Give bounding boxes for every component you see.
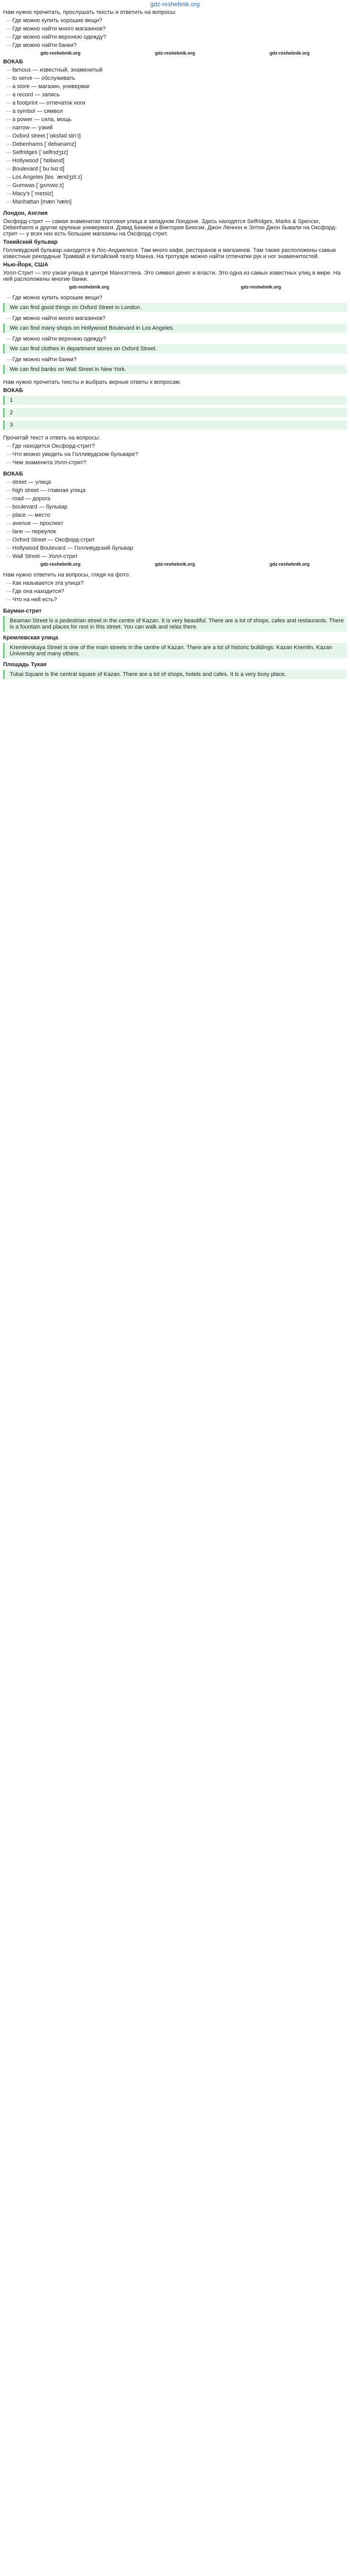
- answer-question: — Где можно купить хорошие вещи?: [3, 295, 347, 301]
- vocab-item: — Oxford street [ˈɒksfəd striːt]: [3, 133, 347, 139]
- text-body: Уолл-Стрит — это узкая улица в центре Манхэттена. Это символ денег и власти. Это одна из самых известных улиц в мире. На ней расположены многие банки.: [3, 270, 341, 282]
- text-body: Оксфорд-стрит — самая знаменитая торговая улица в западном Лондоне. Здесь находятся Sеlfridges, Marks & Spencer, Debenhams и другие крупные универмаги. Дэвид Беккем и Виктория Бекхэм, Джон Леннон и Элтон Джон бывали на Оксфорд-стрит — у всех них есть большие магазины на Оксфорд-стрит.: [3, 218, 337, 237]
- vocab-item: — a power — сила, мощь: [3, 116, 347, 123]
- dialog-lead: Прочитай текст и ответь на вопросы:: [3, 435, 100, 441]
- site-header[interactable]: gdz-reshebnik.org: [150, 1, 200, 8]
- final-question: — Где она находится?: [3, 588, 347, 595]
- vocab-item: — avenue — проспект: [3, 520, 347, 527]
- vocab-item: — Macy's [ˈmeɪsiz]: [3, 191, 347, 197]
- vocab-item: — high street — главная улица: [3, 487, 347, 494]
- watermark-row: [3, 50, 347, 56]
- vocab-item: — Boulevard [ˈbuːlvɑːd]: [3, 166, 347, 172]
- text-section: [3, 210, 347, 282]
- vocab-item: — a store — магазин, универмаг: [3, 83, 347, 90]
- final-lead: Нам нужно ответить на вопросы, глядя на фото:: [3, 572, 131, 578]
- vocab-item: — Gumwas [ˈgʌmwɑːz]: [3, 182, 347, 189]
- vocab-label: ВОКАБ: [3, 59, 23, 65]
- answer-question: — Где можно найти много магазинов?: [3, 315, 347, 321]
- vocab-item: — place — место: [3, 512, 347, 518]
- vocab-item: — a record — запись: [3, 92, 347, 98]
- intro-question: — Где можно найти много магазинов?: [3, 26, 347, 32]
- exercise-option: 1: [3, 396, 347, 405]
- exercise-label: ВОКАБ: [3, 387, 23, 394]
- vocab-item: — Debenhams [ˈdebənəmz]: [3, 141, 347, 147]
- final-questions: [3, 572, 347, 603]
- text-body: Голливудский бульвар находится в Лос-Анджелесе. Там много кафе, ресторанов и магазинов. Там также расположены самые известные рекордные Трамвай и Китайский театр Манна. На тротуаре можно найти отпечатки рук и ног знаменитостей.: [3, 247, 336, 260]
- answers-section: [3, 295, 347, 374]
- dialog-line: — Что можно увидеть на Голливудском бульваре?: [3, 451, 347, 457]
- exercise-option: 3: [3, 420, 347, 430]
- dialog-line: — Где находится Оксфорд-стрит?: [3, 443, 347, 449]
- final-label: Площадь Тукая: [3, 662, 47, 668]
- watermark-row: [3, 284, 347, 290]
- intro-question: — Где можно найти банки?: [3, 42, 347, 48]
- text-title: Нью-Йорк, США: [3, 262, 48, 268]
- answer-question: — Где можно найти банки?: [3, 357, 347, 363]
- final-answer: Tukai Square is the central square of Kazan. There are a lot of shops, hotels and cafes. It is a very busy place.: [3, 670, 347, 679]
- answer-highlight: We can find banks on Wall Street in New York.: [3, 365, 347, 374]
- vocab-item: — famous — известный, знаменитый: [3, 67, 347, 73]
- exercise-two: [3, 379, 347, 430]
- watermark: gdz-reshebnik.org: [269, 562, 310, 567]
- vocab-item: — a symbol — символ: [3, 108, 347, 114]
- exercise-option: 2: [3, 408, 347, 417]
- final-label: Бауман-стрит: [3, 608, 42, 614]
- final-answers: [3, 608, 347, 679]
- watermark: gdz-reshebnik.org: [40, 50, 81, 56]
- vocab-two: [3, 471, 347, 560]
- vocab-item: — street — улица: [3, 479, 347, 485]
- vocab-item: — Wall Street — Уолл-стрит: [3, 553, 347, 560]
- final-answer: Beaman Street is a pedestrian street in the centre of Kazan. It is very beautiful. There are a lot of shops, cafes and restaurants. There is a fountain and places for rest in this street. You can walk and relax there.: [3, 616, 347, 632]
- vocab-item: — boulevard — бульвар: [3, 504, 347, 510]
- answer-highlight: We can find clothes in department stores on Oxford Street.: [3, 344, 347, 353]
- dialog-line: — Чем знаменита Уолл-стрит?: [3, 460, 347, 466]
- watermark-row: [3, 562, 347, 567]
- answer-highlight: We can find many shops on Hollywood Boulevard in Los Angeles.: [3, 324, 347, 333]
- document-body: [0, 8, 350, 679]
- vocab-item: — narrow — узкий: [3, 125, 347, 131]
- text-title: Токийский бульвар: [3, 239, 58, 245]
- dialog-section: [3, 435, 347, 466]
- watermark: gdz-reshebnik.org: [68, 284, 109, 290]
- vocab-item: — Hollywood [ˈhɒliwʊd]: [3, 158, 347, 164]
- final-question: — Что на ней есть?: [3, 597, 347, 603]
- watermark: gdz-reshebnik.org: [40, 562, 81, 567]
- vocab-item: — Hollywood Boulevard — Голливудский бульвар: [3, 545, 347, 551]
- vocab-item: — Selfridges [ˈselfrɪdʒɪz]: [3, 149, 347, 156]
- intro-lead: Нам нужно прочитать, прослушать тексты и ответить на вопросы:: [3, 9, 177, 15]
- vocab-item: — Manhattan [mænˈhætn]: [3, 199, 347, 205]
- watermark: gdz-reshebnik.org: [154, 562, 195, 567]
- final-question: — Как называется эта улица?: [3, 580, 347, 586]
- vocab-item: — a footprint — отпечаток ноги: [3, 100, 347, 106]
- vocab-item: — road — дорога: [3, 496, 347, 502]
- vocab-item: — Oxford Street — Оксфорд-стрит: [3, 537, 347, 543]
- vocab-item: — to serve — обслуживать: [3, 75, 347, 81]
- final-answer: Kremlevskaya Street is one of the main streets in the centre of Kazan. There are a lot of historic buildings: Kazan Kremlin, Kazan University and many others.: [3, 643, 347, 658]
- final-label: Кремлевская улица: [3, 635, 58, 641]
- exercise-lead: Нам нужно прочитать тексты и выбрать верные ответы к вопросам:: [3, 379, 181, 385]
- answer-question: — Где можно найти верхнюю одежду?: [3, 336, 347, 342]
- vocab-label: ВОКАБ: [3, 471, 23, 477]
- text-title: Лондон, Англия: [3, 210, 48, 216]
- watermark: gdz-reshebnik.org: [154, 50, 195, 56]
- vocab-item: — Los Angeles [lɒs ˈændʒɪliːz]: [3, 174, 347, 180]
- watermark: gdz-reshebnik.org: [269, 50, 310, 56]
- watermark: gdz-reshebnik.org: [240, 284, 281, 290]
- intro-question: — Где можно найти верхнюю одежду?: [3, 34, 347, 40]
- intro-question: — Где можно купить хорошие вещи?: [3, 18, 347, 24]
- answer-highlight: We can find good things on Oxford Street in London.: [3, 303, 347, 312]
- vocab-item: — lane — переулок: [3, 529, 347, 535]
